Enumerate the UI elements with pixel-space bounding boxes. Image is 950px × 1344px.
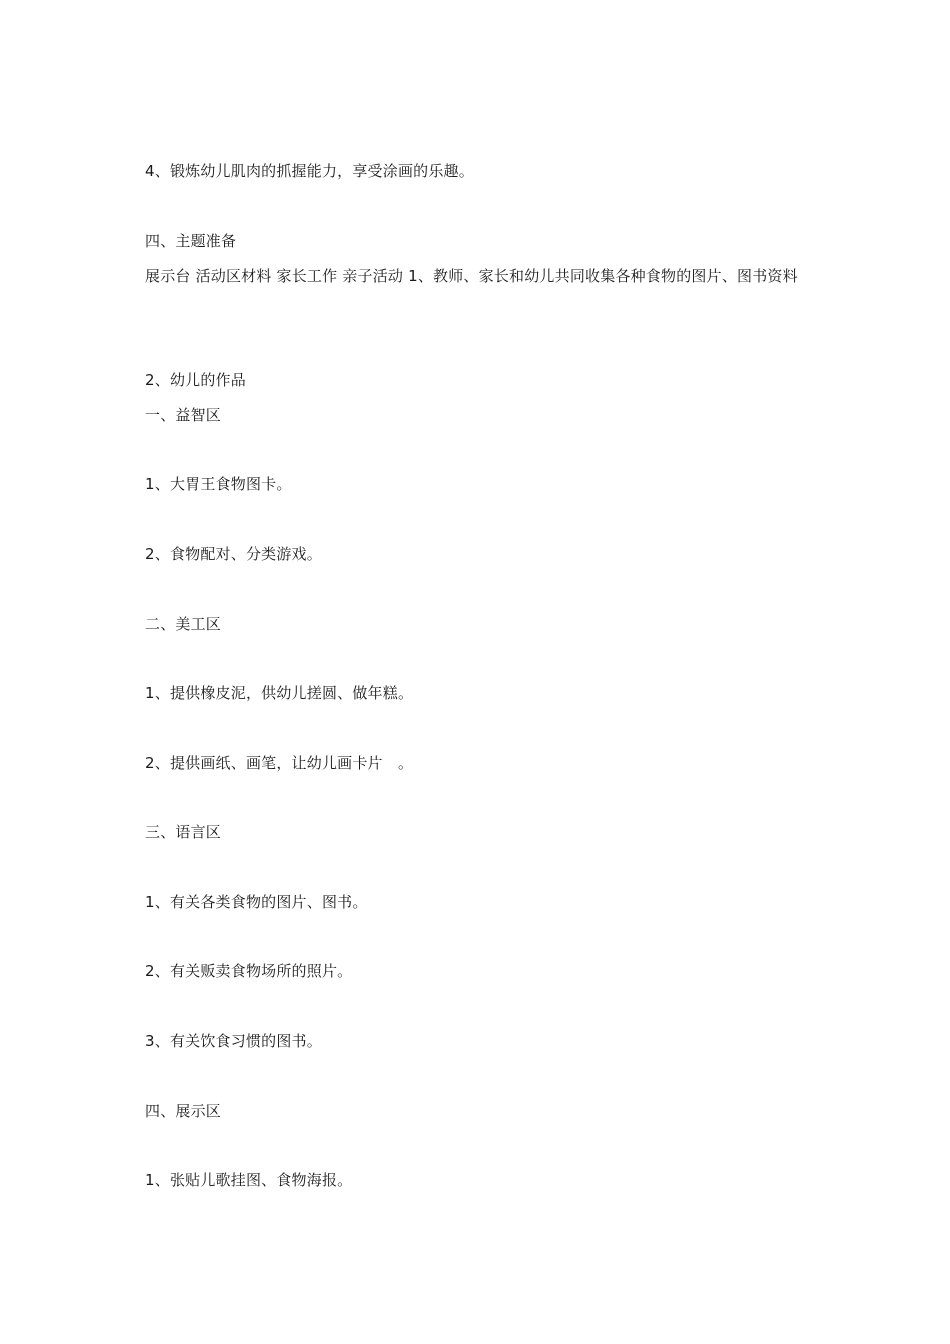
preparation-item-2: 2、幼儿的作品: [145, 371, 246, 389]
language-item-1: 1、有关各类食物的图片、图书。: [145, 893, 368, 911]
section-heading-theme-preparation: 四、主题准备: [145, 232, 237, 250]
puzzle-item-2: 2、食物配对、分类游戏。: [145, 545, 322, 563]
art-item-2: 2、提供画纸、画笔，让幼儿画卡片 。: [145, 754, 414, 772]
goal-item-4: 4、锻炼幼儿肌肉的抓握能力，享受涂画的乐趣。: [145, 162, 474, 180]
area-heading-art: 二、美工区: [145, 615, 222, 633]
area-heading-puzzle: 一、益智区: [145, 406, 222, 424]
puzzle-item-1: 1、大胃王食物图卡。: [145, 475, 292, 493]
area-heading-language: 三、语言区: [145, 823, 222, 841]
language-item-3: 3、有关饮食习惯的图书。: [145, 1032, 322, 1050]
language-item-2: 2、有关贩卖食物场所的照片。: [145, 962, 353, 980]
display-item-1: 1、张贴儿歌挂图、食物海报。: [145, 1171, 353, 1189]
art-item-1: 1、提供橡皮泥，供幼儿搓圆、做年糕。: [145, 684, 414, 702]
preparation-paragraph: 展示台 活动区材料 家长工作 亲子活动 1、教师、家长和幼儿共同收集各种食物的图片、图书资料: [145, 267, 798, 285]
area-heading-display: 四、展示区: [145, 1102, 222, 1120]
